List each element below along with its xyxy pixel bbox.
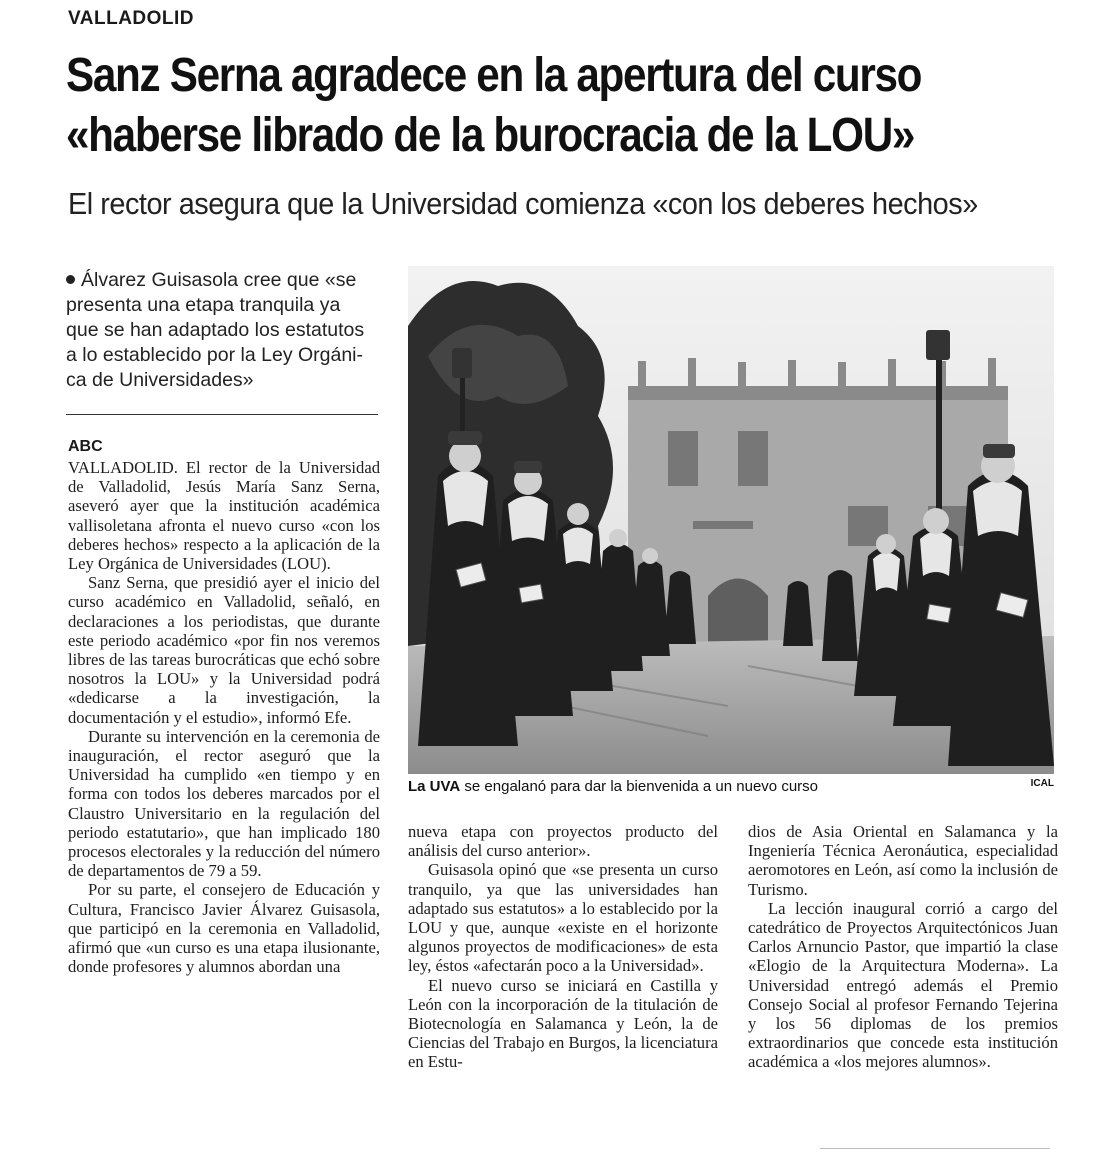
paragraph: El nuevo curso se iniciará en Castilla y León con la incorporación de la titulación de Biotecnología en Salamanca y León, la de Ciencias del Trabajo en Burgos, la licenciatura en Estu- bbox=[408, 975, 718, 1072]
headline bbox=[66, 46, 955, 166]
lead-summary bbox=[66, 268, 378, 393]
caption-lead: La UVA bbox=[408, 778, 461, 795]
lead-text: Álvarez Guisasola cree que «se presenta una etapa tranquila ya que se han adaptado los estatutos a lo establecido por la Ley Orgáni-ca de Universidades» bbox=[66, 269, 365, 391]
bullet-icon bbox=[66, 275, 75, 284]
paragraph: Durante su intervención en la ceremonia de inauguración, el rector aseguró que la Universidad ha cumplido «en tiempo y en forma con todos los deberes marcados por el Claustro Universitario en la regulación del periodo estatutario», que han implicado 180 procesos electorales y la reducción del número de departamentos de 79 a 59. bbox=[68, 726, 380, 881]
photo-credit: ICAL bbox=[1030, 778, 1054, 789]
paragraph: Guisasola opinó que «se presenta un curso tranquilo, ya que las universidades han adaptado sus estatutos» a lo establecido por la LOU y que, aunque «existe en el horizonte algunos proyectos de modificaciones» de esta ley, éstos «afectarán poco a la Universidad». bbox=[408, 860, 718, 976]
article-column-3 bbox=[748, 822, 1058, 1072]
photo-caption bbox=[408, 778, 1054, 795]
paragraph: dios de Asia Oriental en Salamanca y la Ingeniería Técnica Aeronáutica, especialidad aeromotores en León, así como la inclusión de Turismo. bbox=[748, 822, 1058, 899]
byline: ABC bbox=[68, 438, 103, 455]
caption-text: se engalanó para dar la bienvenida a un nuevo curso bbox=[464, 778, 818, 795]
paragraph: Sanz Serna, que presidió ayer el inicio del curso académico en Valladolid, señaló, en declaraciones a los periodistas, que durante este periodo académico «por fin nos veremos libres de las tareas burocráticas que echó sobre nosotros la LOU» y la Universidad podrá «dedicarse a la investigación, la documentación y el estudio», informó Efe. bbox=[68, 573, 380, 727]
headline-line-1: Sanz Serna agradece en la apertura del curso bbox=[66, 49, 922, 102]
article-column-1 bbox=[68, 458, 380, 976]
lead-divider bbox=[66, 414, 378, 415]
paragraph: Por su parte, el consejero de Educación y Cultura, Francisco Javier Álvarez Guisasola, que participó en la ceremonia en Valladolid, afirmó que «un curso es una etapa ilusionante, donde profesores y alumnos abordan una bbox=[68, 880, 380, 977]
paragraph: La lección inaugural corrió a cargo del catedrático de Proyectos Arquitectónicos Juan Carlos Arnuncio Pastor, que impartió la clase «Elogio de la Arquitectura Moderna». La Universidad entregó además el Premio Consejo Social al profesor Fernando Tejerina y los 56 diplomas de los premios extraordinarios que concede esta institución académica a «los mejores alumnos». bbox=[748, 898, 1058, 1072]
headline-line-2: «haberse librado de la burocracia de la LOU» bbox=[66, 109, 915, 162]
paragraph: VALLADOLID. El rector de la Universidad de Valladolid, Jesús María Sanz Serna, aseveró ayer que la institución académica vallisoletana afronta el nuevo curso «con los deberes hechos» respecto a la aplicación de la Ley Orgánica de Universidades (LOU). bbox=[68, 458, 380, 574]
subtitle: El rector asegura que la Universidad comienza «con los deberes hechos» bbox=[68, 186, 978, 221]
section-tag: VALLADOLID bbox=[68, 8, 195, 29]
paragraph: nueva etapa con proyectos producto del análisis del curso anterior». bbox=[408, 822, 718, 861]
news-photo bbox=[408, 266, 1054, 774]
article-column-2 bbox=[408, 822, 718, 1072]
photo-illustration bbox=[408, 266, 1054, 774]
scan-edge bbox=[820, 1148, 1050, 1149]
